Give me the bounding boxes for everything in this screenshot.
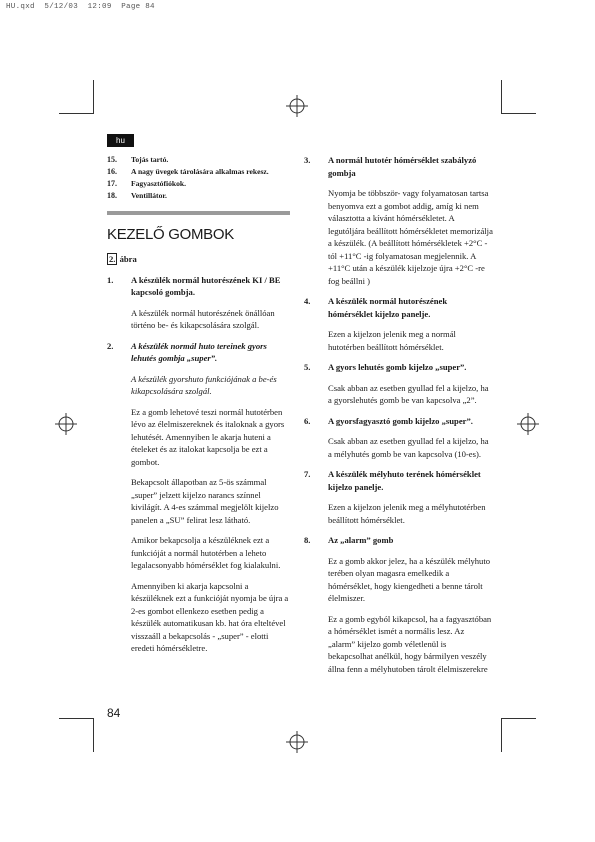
section-divider — [107, 211, 290, 215]
list-item-number: 17. — [107, 179, 117, 188]
item-paragraph: Ezen a kijelzon jelenik meg a mélyhutotérben beállított hómérséklet. — [328, 502, 486, 525]
registration-mark-icon — [286, 731, 308, 753]
file-slug: HU.qxd 5/12/03 12:09 Page 84 — [6, 3, 155, 11]
item-paragraph: Amennyiben ki akarja kapcsolni a készüléknek ezt a funkcióját nyomja be újra a 2-es gombot ellenkezo esetben pedig a készülék automatikusan kb. hat óra elteltével visszaáll a bekapcsolás - „super” - elotti eredeti hómérsékletre. — [131, 580, 289, 653]
item-number: 1. — [107, 274, 114, 285]
control-item-heading — [107, 340, 293, 365]
item-title: A készülék normál hutorészének hómérséklet kijelzo panelje. — [328, 296, 448, 319]
figure-reference — [107, 253, 293, 266]
control-item-heading — [304, 468, 493, 493]
list-item-text: A nagy üvegek tárolására alkalmas rekesz. — [131, 167, 269, 176]
item-title: A készülék normál hutorészének KI / BE kapcsoló gombja. — [131, 274, 281, 297]
item-paragraph: Ez a gomb egyból kikapcsol, ha a fagyasztóban a hómérséklet ismét a normális lesz. Az „alarm” kijelzo gomb véletlenül is bekapcsolhat anélkül, hogy bármilyen veszély állna fenn a mélyhutoben tárolt élelmiszerekre — [328, 613, 492, 674]
item-paragraph: Amikor bekapcsolja a készüléknek ezt a funkcióját a normál hutotérben a leheto legalacsonyabb hómérséklet fog kialakulni. — [131, 535, 281, 570]
list-item — [107, 154, 293, 165]
item-title: A készülék mélyhuto terének hómérséklet kijelzo panelje. — [328, 469, 481, 492]
crop-mark — [93, 80, 94, 114]
item-number: 2. — [107, 340, 114, 351]
crop-mark — [501, 113, 536, 114]
list-item-text: Ventillátor. — [131, 191, 167, 200]
item-paragraph: A készülék normál hutorészének önállóan történo be- és kikapcsolására szolgál. — [131, 307, 275, 330]
item-paragraph: Bekapcsolt állapotban az 5-ös számmal „super” jelzett kijelzo narancs színnel kivilágít. A 4-es számmal megjelölt kijelzo panelen a „SU” felirat lesz látható. — [131, 477, 279, 525]
crop-mark — [501, 718, 502, 752]
item-number: 8. — [304, 535, 311, 545]
item-number: 4. — [304, 296, 311, 306]
left-column — [107, 154, 293, 663]
list-item-number: 16. — [107, 167, 117, 176]
item-title: A gyors lehutés gomb kijelzo „super”. — [328, 362, 467, 372]
figure-label: ábra — [119, 254, 137, 264]
item-number: 3. — [304, 155, 311, 165]
item-paragraph: Ezen a kijelzon jelenik meg a normál hutotérben beállított hómérséklet. — [328, 329, 456, 352]
item-paragraph: Ez a gomb lehetové teszi normál hutotérben lévo az élelmiszereknek és italoknak a gyors lehutését. Amennyiben le akarja huteni a ételeket és az italokat kapcsolja be ezt a gombot. — [131, 406, 285, 467]
item-title: Az „alarm” gomb — [328, 535, 394, 545]
crop-mark — [93, 718, 94, 752]
control-item-heading — [304, 295, 493, 320]
item-title: A gyorsfagyasztó gomb kijelzo „super”. — [328, 415, 473, 426]
item-paragraph: Csak abban az esetben gyullad fel a kijelzo, ha a gyorslehutés gomb be van kapcsolva „2”. — [328, 382, 489, 405]
item-paragraph: Csak abban az esetben gyullad fel a kijelzo, ha a mélyhutés gomb be van kapcsolva (10-es). — [328, 436, 489, 459]
list-item-number: 18. — [107, 191, 117, 200]
control-item-heading — [304, 415, 493, 428]
item-title: A készülék normál huto tereinek gyors lehutés gombja „super”. — [131, 340, 267, 363]
control-item-heading — [304, 361, 493, 374]
figure-number: 2. — [109, 254, 116, 264]
list-item — [107, 166, 293, 177]
registration-mark-icon — [517, 413, 539, 435]
item-number: 5. — [304, 362, 311, 372]
item-number: 7. — [304, 469, 311, 479]
language-tab: hu — [107, 134, 134, 147]
item-number: 6. — [304, 415, 311, 426]
crop-mark — [501, 80, 502, 114]
right-column — [304, 154, 493, 683]
parts-list — [107, 154, 293, 201]
control-item-heading — [304, 154, 493, 179]
item-paragraph: A készülék gyorshuto funkciójának a be-és kikapcsolására szolgál. — [131, 373, 277, 396]
list-item-number: 15. — [107, 155, 117, 164]
list-item — [107, 178, 293, 189]
list-item-text: Fagyasztófiókok. — [131, 179, 187, 188]
registration-mark-icon — [55, 413, 77, 435]
item-paragraph: Nyomja be többször- vagy folyamatosan tartsa benyomva ezt a gombot addig, amíg ki nem választotta a kívánt hómérsékletet. A legutóljára beállított hómérsékletet memorizálja a készülék. (A beállított hómérsékletek +2°C -tól +11°C -ig folyamatosan megjelennik. A +11°C után a készülék kijelzoje újra +2°C -re fog beállni ) — [328, 188, 493, 286]
registration-mark-icon — [286, 95, 308, 117]
crop-mark — [59, 113, 94, 114]
list-item — [107, 190, 293, 201]
item-paragraph: Ez a gomb akkor jelez, ha a készülék mélyhuto terében olyan magasra emelkedik a hómérséklet, hogy kiengedheti a benne tárolt élelmiszer. — [328, 555, 491, 603]
page-number: 84 — [107, 706, 121, 720]
crop-mark — [59, 718, 94, 719]
section-title: KEZELŐ GOMBOK — [107, 226, 234, 243]
list-item-text: Tojás tartó. — [131, 155, 169, 164]
control-item-heading — [304, 534, 493, 547]
control-item-heading — [107, 274, 293, 299]
item-title: A normál hutotér hómérséklet szabályzó gombja — [328, 155, 477, 178]
crop-mark — [501, 718, 536, 719]
